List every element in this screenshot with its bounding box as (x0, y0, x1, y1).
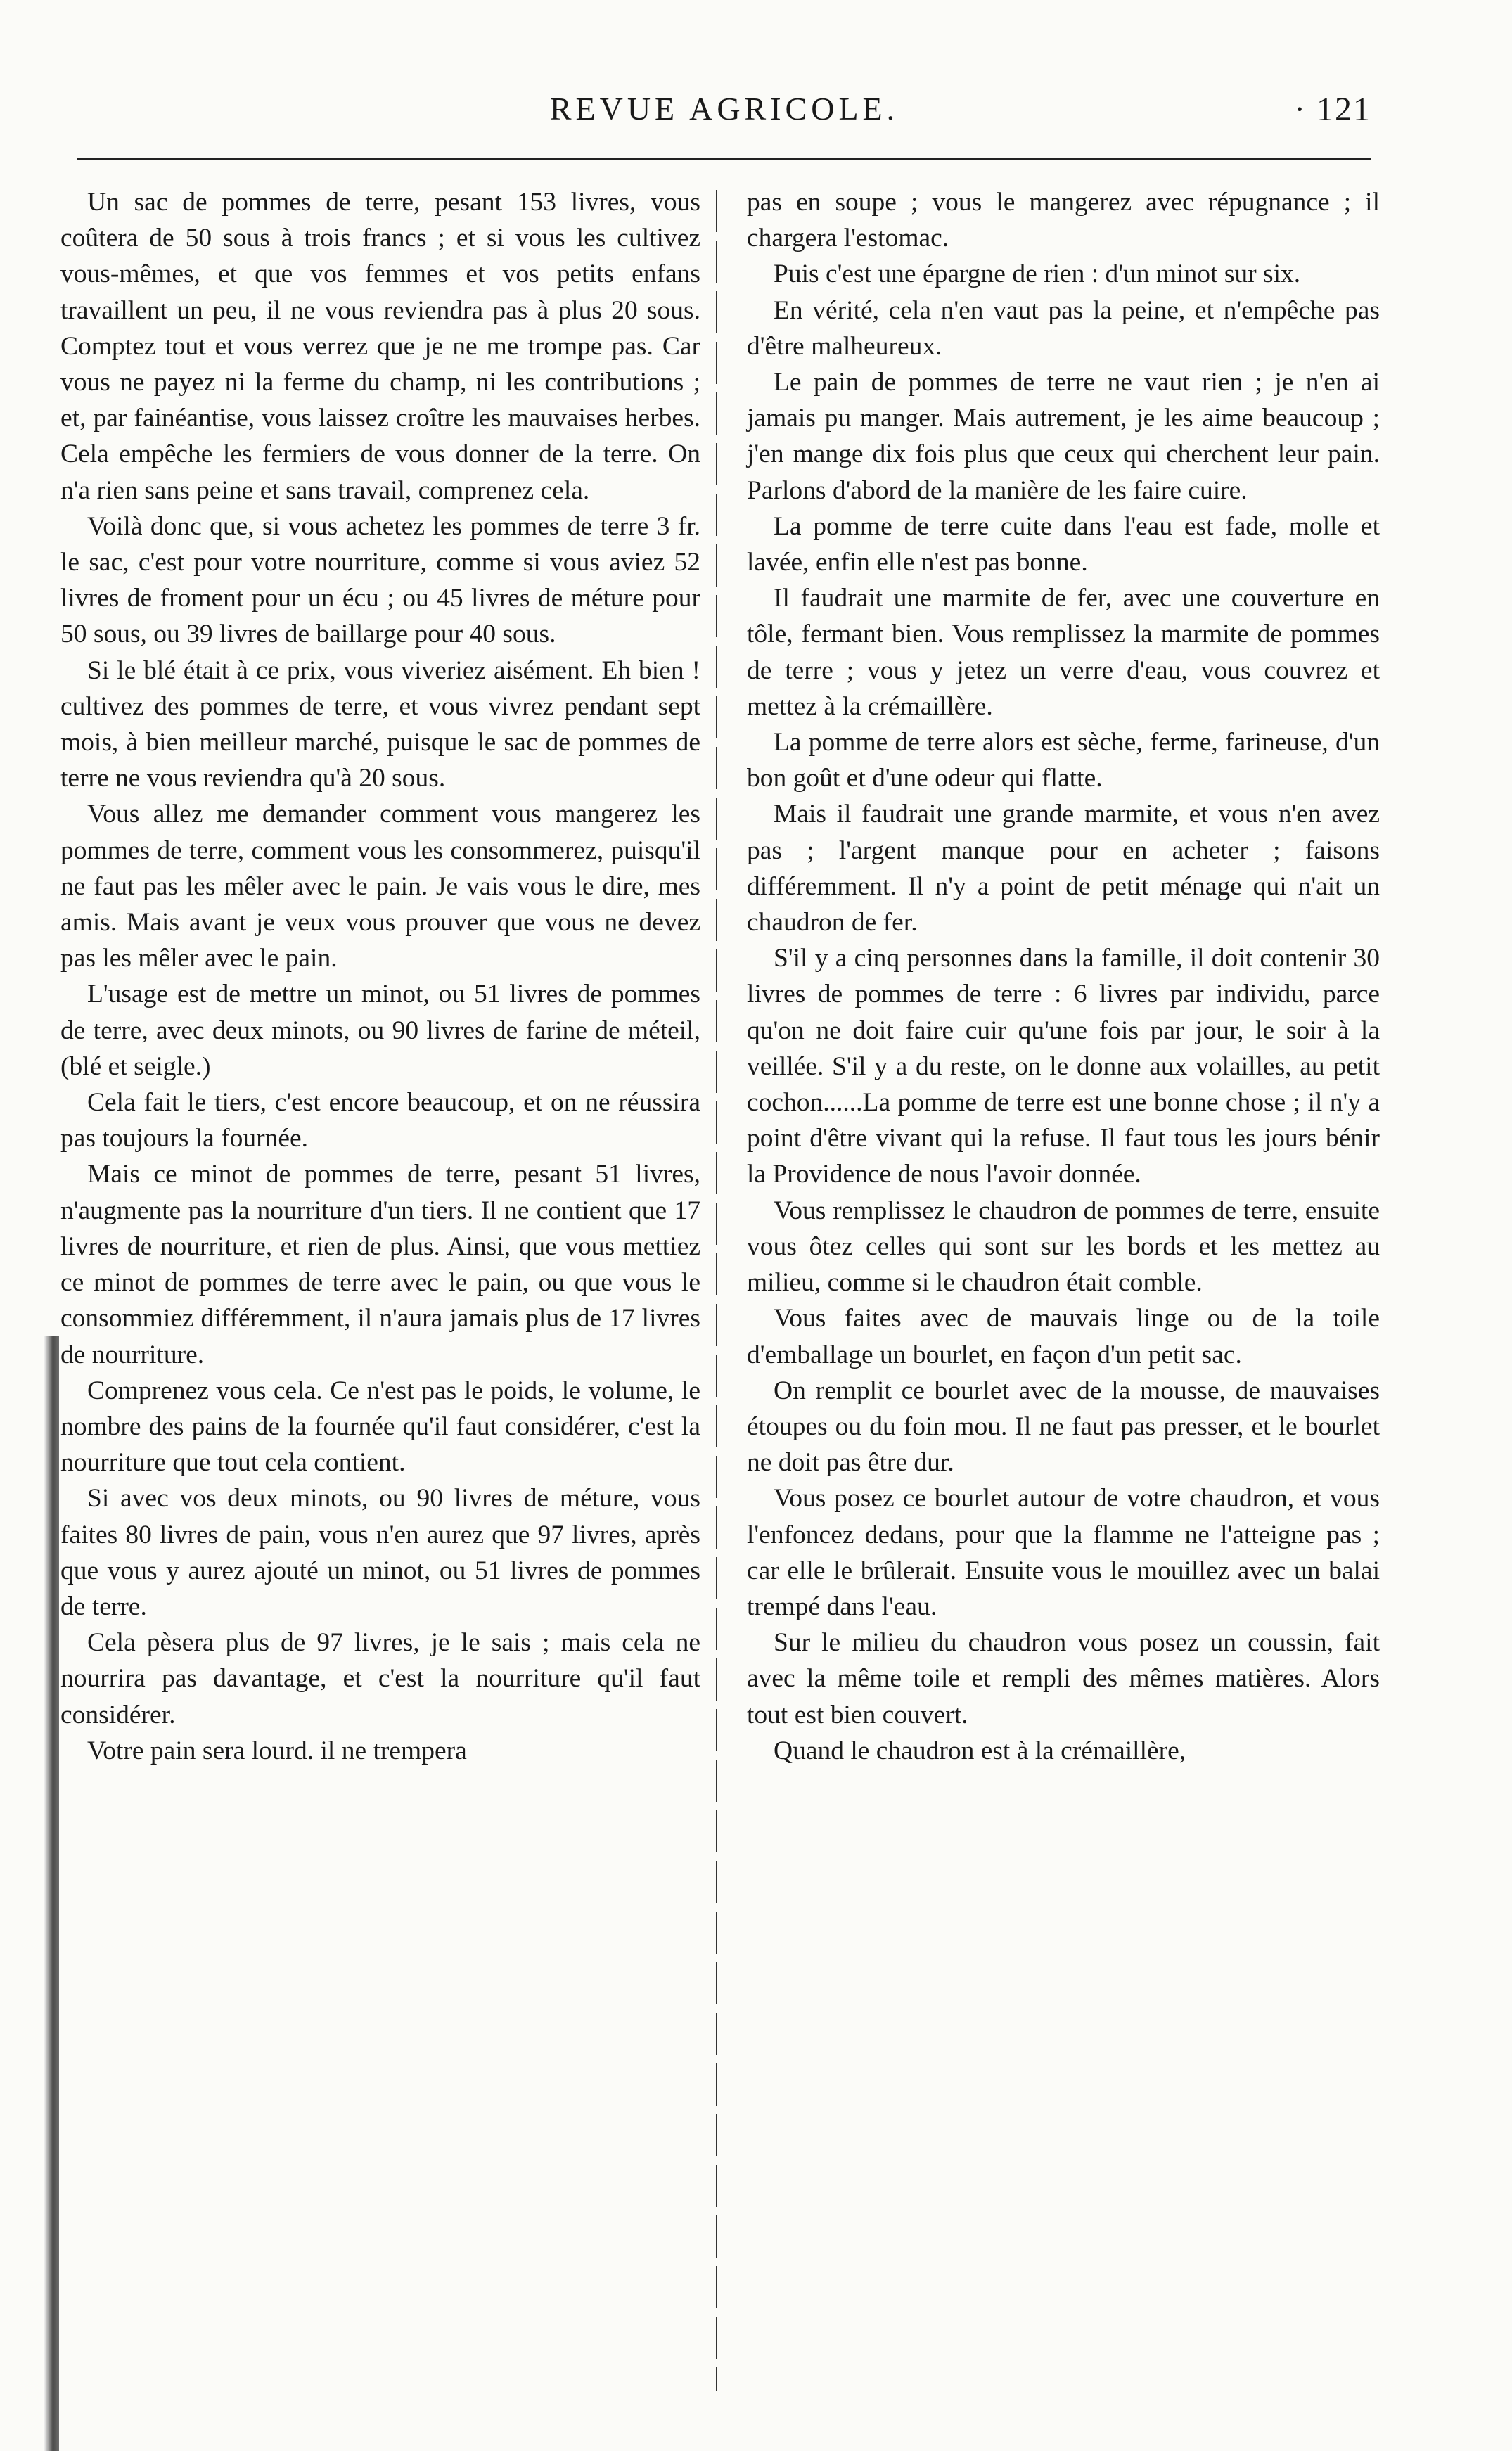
paragraph: Mais ce minot de pommes de terre, pesant 51 livres, n'augmente pas la nourriture d'un tiers. Il ne contient que 17 livres de nourriture, et rien de plus. Ainsi, que vous mettiez ce minot de pommes de terre avec le pain, ou que vous le consommiez différemment, il n'aura jamais plus de 17 livres de nourriture. (60, 1160, 700, 1369)
paragraph: Si le blé était à ce prix, vous viveriez aisément. Eh bien ! cultivez des pommes de terre, et vous vivrez pendant sept mois, à bien meilleur marché, puisque le sac de pommes de terre ne vous reviendra qu'à 20 sous. (60, 655, 700, 793)
header-rule (77, 158, 1371, 160)
paragraph: Puis c'est une épargne de rien : d'un minot sur six. (774, 260, 1301, 289)
journal-title: REVUE AGRICOLE. (549, 91, 899, 127)
binding-shadow (44, 1336, 59, 2451)
paragraph: Quand le chaudron est à la crémaillère, (774, 1736, 1186, 1765)
paragraph: On remplit ce bourlet avec de la mousse, de mauvaises étoupes ou du foin mou. Il ne faut pas presser, et le bourlet ne doit pas être dur. (747, 1376, 1380, 1478)
left-column (60, 184, 700, 1769)
paragraph: S'il y a cinq personnes dans la famille, il doit contenir 30 livres de pommes de terre : 6 livres par individu, parce qu'on ne doit faire cuir qu'une fois par jour, le soir à la veillée. S'il y a du reste, on le donne aux volailles, au petit cochon......La pomme de terre est une bonne chose ; il n'y a point d'être vivant qui la refuse. Il faut tous les jours bénir la Providence de nous l'avoir donnée. (747, 944, 1380, 1189)
paragraph: En vérité, cela n'en vaut pas la peine, et n'empêche pas d'être malheureux. (747, 295, 1380, 361)
paragraph: Vous posez ce bourlet autour de votre chaudron, et vous l'enfoncez dedans, pour que la flamme ne l'atteigne pas ; car elle le brûlerait. Ensuite vous le mouillez avec un balai trempé dans l'eau. (747, 1484, 1380, 1621)
paragraph: L'usage est de mettre un minot, ou 51 livres de pommes de terre, avec deux minots, ou 90 livres de farine de méteil, (blé et seigle.) (60, 980, 700, 1081)
paragraph: Vous remplissez le chaudron de pommes de terre, ensuite vous ôtez celles qui sont sur les bords et les mettez au milieu, comme si le chaudron était comble. (747, 1196, 1380, 1298)
paragraph: Votre pain sera lourd. il ne trempera (87, 1736, 467, 1765)
paragraph: Le pain de pommes de terre ne vaut rien ; je n'en ai jamais pu manger. Mais autrement, je les aime beaucoup ; j'en mange dix fois plus que ceux qui cherchent leur pain. Parlons d'abord de la manière de les faire cuire. (747, 368, 1380, 505)
paragraph: Comprenez vous cela. Ce n'est pas le poids, le volume, le nombre des pains de la fournée qu'il faut considérer, c'est la nourriture que tout cela contient. (60, 1376, 700, 1478)
page-number: · 121 (1294, 91, 1371, 128)
paragraph: Un sac de pommes de terre, pesant 153 livres, vous coûtera de 50 sous à trois francs ; et si vous les cultivez vous-mêmes, et que vos femmes et vos petits enfans travaillent un peu, il ne vous reviendra pas à plus 20 sous. Comptez tout et vous verrez que je ne me trompe pas. Car vous ne payez ni la ferme du champ, ni les contributions ; et, par fainéantise, vous laissez croître les mauvaises herbes. Cela empêche les fermiers de vous donner de la terre. On n'a rien sans peine et sans travail, comprenez cela. (60, 188, 700, 505)
paragraph: Il faudrait une marmite de fer, avec une couverture en tôle, fermant bien. Vous remplissez la marmite de pommes de terre ; vous y jetez un verre d'eau, vous couvrez et mettez à la crémaillère. (747, 584, 1380, 721)
paragraph: Voilà donc que, si vous achetez les pommes de terre 3 fr. le sac, c'est pour votre nourriture, comme si vous aviez 52 livres de froment pour un écu ; ou 45 livres de méture pour 50 sous, ou 39 livres de baillarge pour 40 sous. (60, 511, 700, 649)
paragraph: Cela pèsera plus de 97 livres, je le sais ; mais cela ne nourrira pas davantage, et c'est la nourriture qu'il faut considérer. (60, 1628, 700, 1729)
running-header (77, 83, 1371, 139)
paragraph: Si avec vos deux minots, ou 90 livres de méture, vous faites 80 livres de pain, vous n'en aurez que 97 livres, après que vous y aurez ajouté un minot, ou 51 livres de pommes de terre. (60, 1484, 700, 1621)
paragraph-continued: pas en soupe ; vous le mangerez avec répugnance ; il chargera l'estomac. (747, 188, 1380, 253)
paragraph: Sur le milieu du chaudron vous posez un coussin, fait avec la même toile et rempli des mêmes matières. Alors tout est bien couvert. (747, 1628, 1380, 1729)
paragraph: La pomme de terre cuite dans l'eau est fade, molle et lavée, enfin elle n'est pas bonne. (747, 511, 1380, 577)
right-column (747, 184, 1380, 1769)
paragraph: Vous faites avec de mauvais linge ou de la toile d'emballage un bourlet, en façon d'un petit sac. (747, 1304, 1380, 1369)
paragraph: Vous allez me demander comment vous mangerez les pommes de terre, comment vous les consommerez, puisqu'il ne faut pas les mêler avec le pain. Je vais vous le dire, mes amis. Mais avant je veux vous prouver que vous ne devez pas les mêler avec le pain. (60, 800, 700, 973)
column-divider (716, 190, 717, 2391)
paragraph: Mais il faudrait une grande marmite, et vous n'en avez pas ; l'argent manque pour en acheter ; faisons différemment. Il n'y a point de petit ménage qui n'ait un chaudron de fer. (747, 800, 1380, 937)
paragraph: La pomme de terre alors est sèche, ferme, farineuse, d'un bon goût et d'une odeur qui flatte. (747, 728, 1380, 793)
paragraph: Cela fait le tiers, c'est encore beaucoup, et on ne réussira pas toujours la fournée. (60, 1088, 700, 1153)
